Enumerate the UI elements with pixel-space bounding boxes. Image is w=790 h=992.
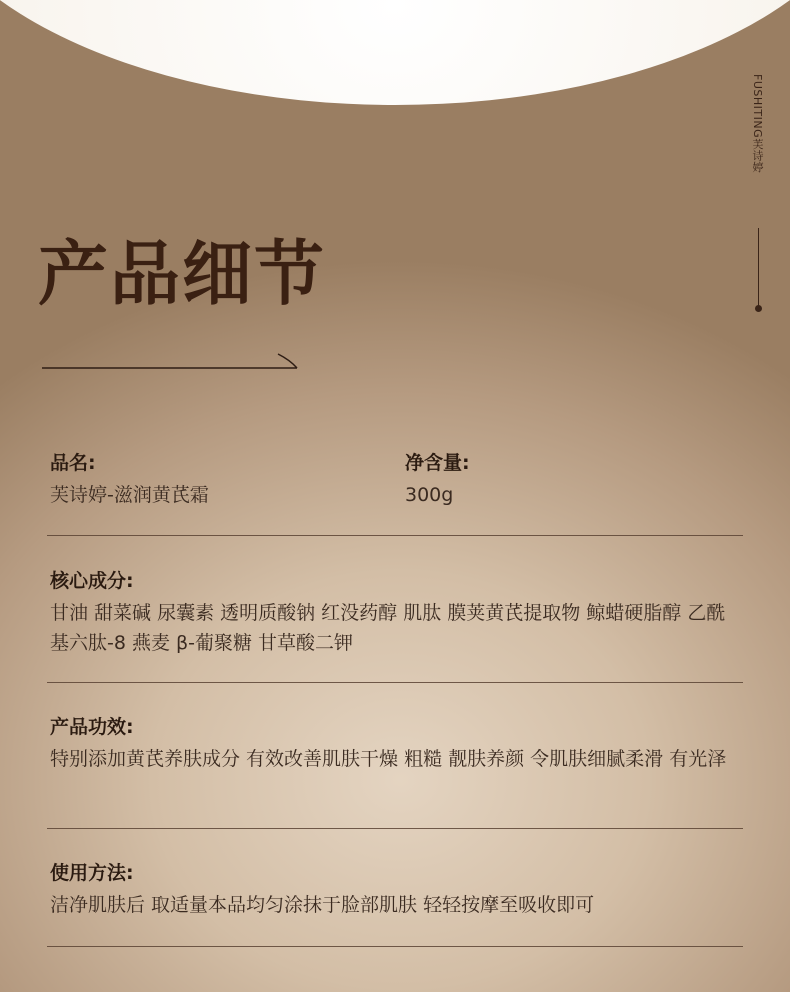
side-decor-dot bbox=[755, 305, 762, 312]
page-title: 产品细节 bbox=[38, 233, 326, 315]
divider-4 bbox=[47, 946, 743, 947]
ingredients-section bbox=[50, 568, 740, 658]
product-name-label: 品名: bbox=[50, 452, 96, 474]
divider-1 bbox=[47, 535, 743, 536]
usage-value: 洁净肌肤后 取适量本品均匀涂抹于脸部肌肤 轻轻按摩至吸收即可 bbox=[50, 894, 595, 916]
net-content-section bbox=[405, 450, 735, 510]
product-name-value: 芙诗婷-滋润黄芪霜 bbox=[50, 484, 209, 506]
product-name-section bbox=[50, 450, 380, 510]
usage-section bbox=[50, 860, 740, 920]
ingredients-label: 核心成分: bbox=[50, 570, 134, 592]
effects-section bbox=[50, 714, 740, 774]
ingredients-value: 甘油 甜菜碱 尿囊素 透明质酸钠 红没药醇 肌肽 膜荚黄芪提取物 鲸蜡硬脂醇 乙酰基六肽-8 燕麦 β-葡聚糖 甘草酸二钾 bbox=[50, 602, 726, 654]
divider-2 bbox=[47, 682, 743, 683]
net-content-value: 300g bbox=[405, 484, 454, 506]
effects-value: 特别添加黄芪养肤成分 有效改善肌肤干燥 粗糙 靓肤养颜 令肌肤细腻柔滑 有光泽 bbox=[50, 748, 727, 770]
effects-label: 产品功效: bbox=[50, 716, 134, 738]
divider-3 bbox=[47, 828, 743, 829]
title-underline bbox=[42, 350, 302, 374]
usage-label: 使用方法: bbox=[50, 862, 134, 884]
net-content-label: 净含量: bbox=[405, 452, 470, 474]
side-decor-line bbox=[758, 228, 759, 308]
top-arc-decoration bbox=[0, 0, 790, 105]
brand-vertical-text: FUSHITING芙诗婷 bbox=[751, 74, 764, 173]
